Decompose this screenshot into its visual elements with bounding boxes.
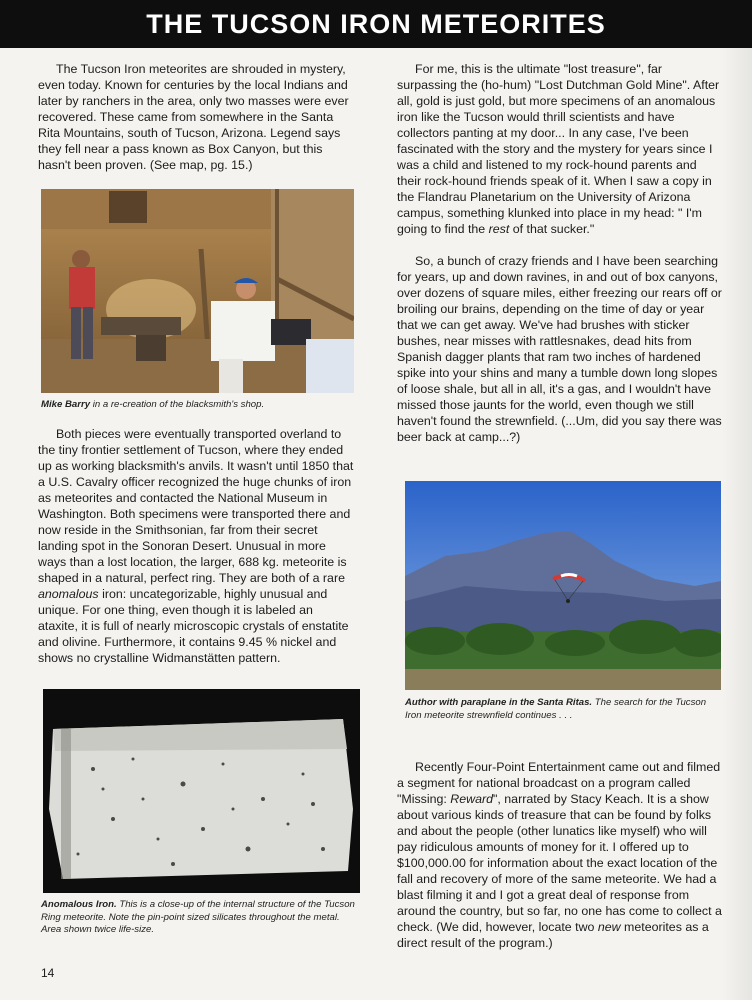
treasure-text-start: For me, this is the ultimate "lost treasure", far surpassing the (ho-hum) "Lost Dutchman Gold Mine". After all, gold is just gold, but more specimens of an anomalous iron like the Tucson would thrill scientists and have collectors panting at my door... In any case, I've been fascinated with the story and the mystery for years since I was a child and listened to my rock-hound parents and their rock-hound friends speak of it. When I saw a copy in the Flandrau Planetarium on the University of Arizona campus, something klunked into place in my head: " I'm going to find the bbox=[397, 62, 720, 236]
right-bottom-text bbox=[397, 759, 723, 951]
meteorite-caption-text: This is a close-up of the internal structure of the Tucson Ring meteorite. Note the pin-point sized silicates throughout the metal. Area shown twice life-size. bbox=[41, 899, 355, 935]
paraplane-photo bbox=[405, 481, 721, 690]
broadcast-text-start: Recently Four-Point Entertainment came out and filmed a segment for national broadcast on a program called "Missing: bbox=[397, 760, 721, 806]
title-banner bbox=[0, 0, 752, 48]
paraplane-caption bbox=[405, 697, 723, 722]
page-number: 14 bbox=[41, 966, 55, 980]
treasure-text-emphasis: rest bbox=[488, 222, 510, 236]
history-text-start: Both pieces were eventually transported overland to the tiny frontier settlement of Tucson, where they ended up as working blacksmith's anvils. It wasn't until 1850 that a U.S. Cavalry officer recognized the huge chunks of iron as meteorites and contacted the National Museum in Washington. Both specimens were transported there and now reside in the Smithsonian, far from their secret landing spot in the Sonoran Desert. Unusual in more ways than a lost location, the larger, 688 kg. meteorite is shaped in a natural, perfect ring. They are both of a rare bbox=[38, 427, 354, 585]
left-intro-text bbox=[38, 61, 356, 173]
right-top-text bbox=[397, 61, 723, 445]
page-edge-shadow bbox=[722, 48, 752, 1000]
page-title: THE TUCSON IRON METEORITES bbox=[146, 8, 606, 39]
treasure-paragraph bbox=[397, 61, 723, 237]
broadcast-text-middle: ", narrated by Stacy Keach. It is a show about various kinds of treasure that can be found by folks and about the people (other lunatics like myself) who will pay ridiculous amounts of money for it. I offered up to $100,000.00 for information about the exact location of the fall and recovery of more of the same meteorite. We had a blast filming it and I got a great deal of response from around the country, but so far, no one has come to collect a check. (We did, however, locate two bbox=[397, 792, 722, 934]
broadcast-text-new: new bbox=[597, 920, 621, 934]
treasure-text-end: of that sucker." bbox=[509, 222, 595, 236]
history-paragraph bbox=[38, 426, 356, 666]
paraplane-caption-title: Author with paraplane in the Santa Ritas. bbox=[405, 697, 593, 708]
blacksmith-photo bbox=[41, 189, 354, 393]
broadcast-text-end: meteorites as a direct result of the program.) bbox=[397, 920, 709, 950]
blacksmith-caption bbox=[41, 399, 354, 412]
meteorite-caption-title: Anomalous Iron. bbox=[41, 899, 117, 910]
meteorite-photo bbox=[43, 689, 360, 893]
history-text-end: iron: uncategorizable, highly unusual and unique. For one thing, even though it is labeled an ataxite, it is full of nearly microscopic crystals of enstatite and olivine. Furthermore, it contains 9.45 % nickel and shows no crystalline Widmanstätten pattern. bbox=[38, 587, 349, 665]
broadcast-text-reward: Reward bbox=[450, 792, 493, 806]
broadcast-paragraph bbox=[397, 759, 723, 951]
left-body-text bbox=[38, 426, 356, 666]
search-paragraph: So, a bunch of crazy friends and I have been searching for years, up and down ravines, in and out of box canyons, over dozens of square miles, either freezing our rears off or broiling our brains, depending on the time of day or year that we can get away. We've had brushes with sticker bushes, near misses with rattlesnakes, dead hits from Spanish dagger plants that ram two inches of hardened spike into your shins and many a tumble down long slopes of loose shale, but all in all, it's a gas, and I wouldn't have missed those jaunts for the world, even though we still haven't found the strewnfield. (...Um, did you say there was beer back at camp...?) bbox=[397, 254, 722, 444]
history-text-emphasis: anomalous bbox=[38, 587, 99, 601]
paraplane-caption-text: The search for the Tucson Iron meteorite strewnfield continues . . . bbox=[405, 697, 707, 721]
meteorite-caption bbox=[41, 899, 359, 937]
blacksmith-caption-text: in a re-creation of the blacksmith's shop. bbox=[90, 399, 265, 410]
intro-paragraph: The Tucson Iron meteorites are shrouded in mystery, even today. Known for centuries by the local Indians and later by ranchers in the area, only two masses were ever recovered. These came from somewhere in the Santa Rita Mountains, south of Tucson, Arizona. Legend says they fell near a pass known as Box Canyon, but this hasn't been proven. (See map, pg. 15.) bbox=[38, 62, 349, 172]
blacksmith-caption-name: Mike Barry bbox=[41, 399, 91, 410]
